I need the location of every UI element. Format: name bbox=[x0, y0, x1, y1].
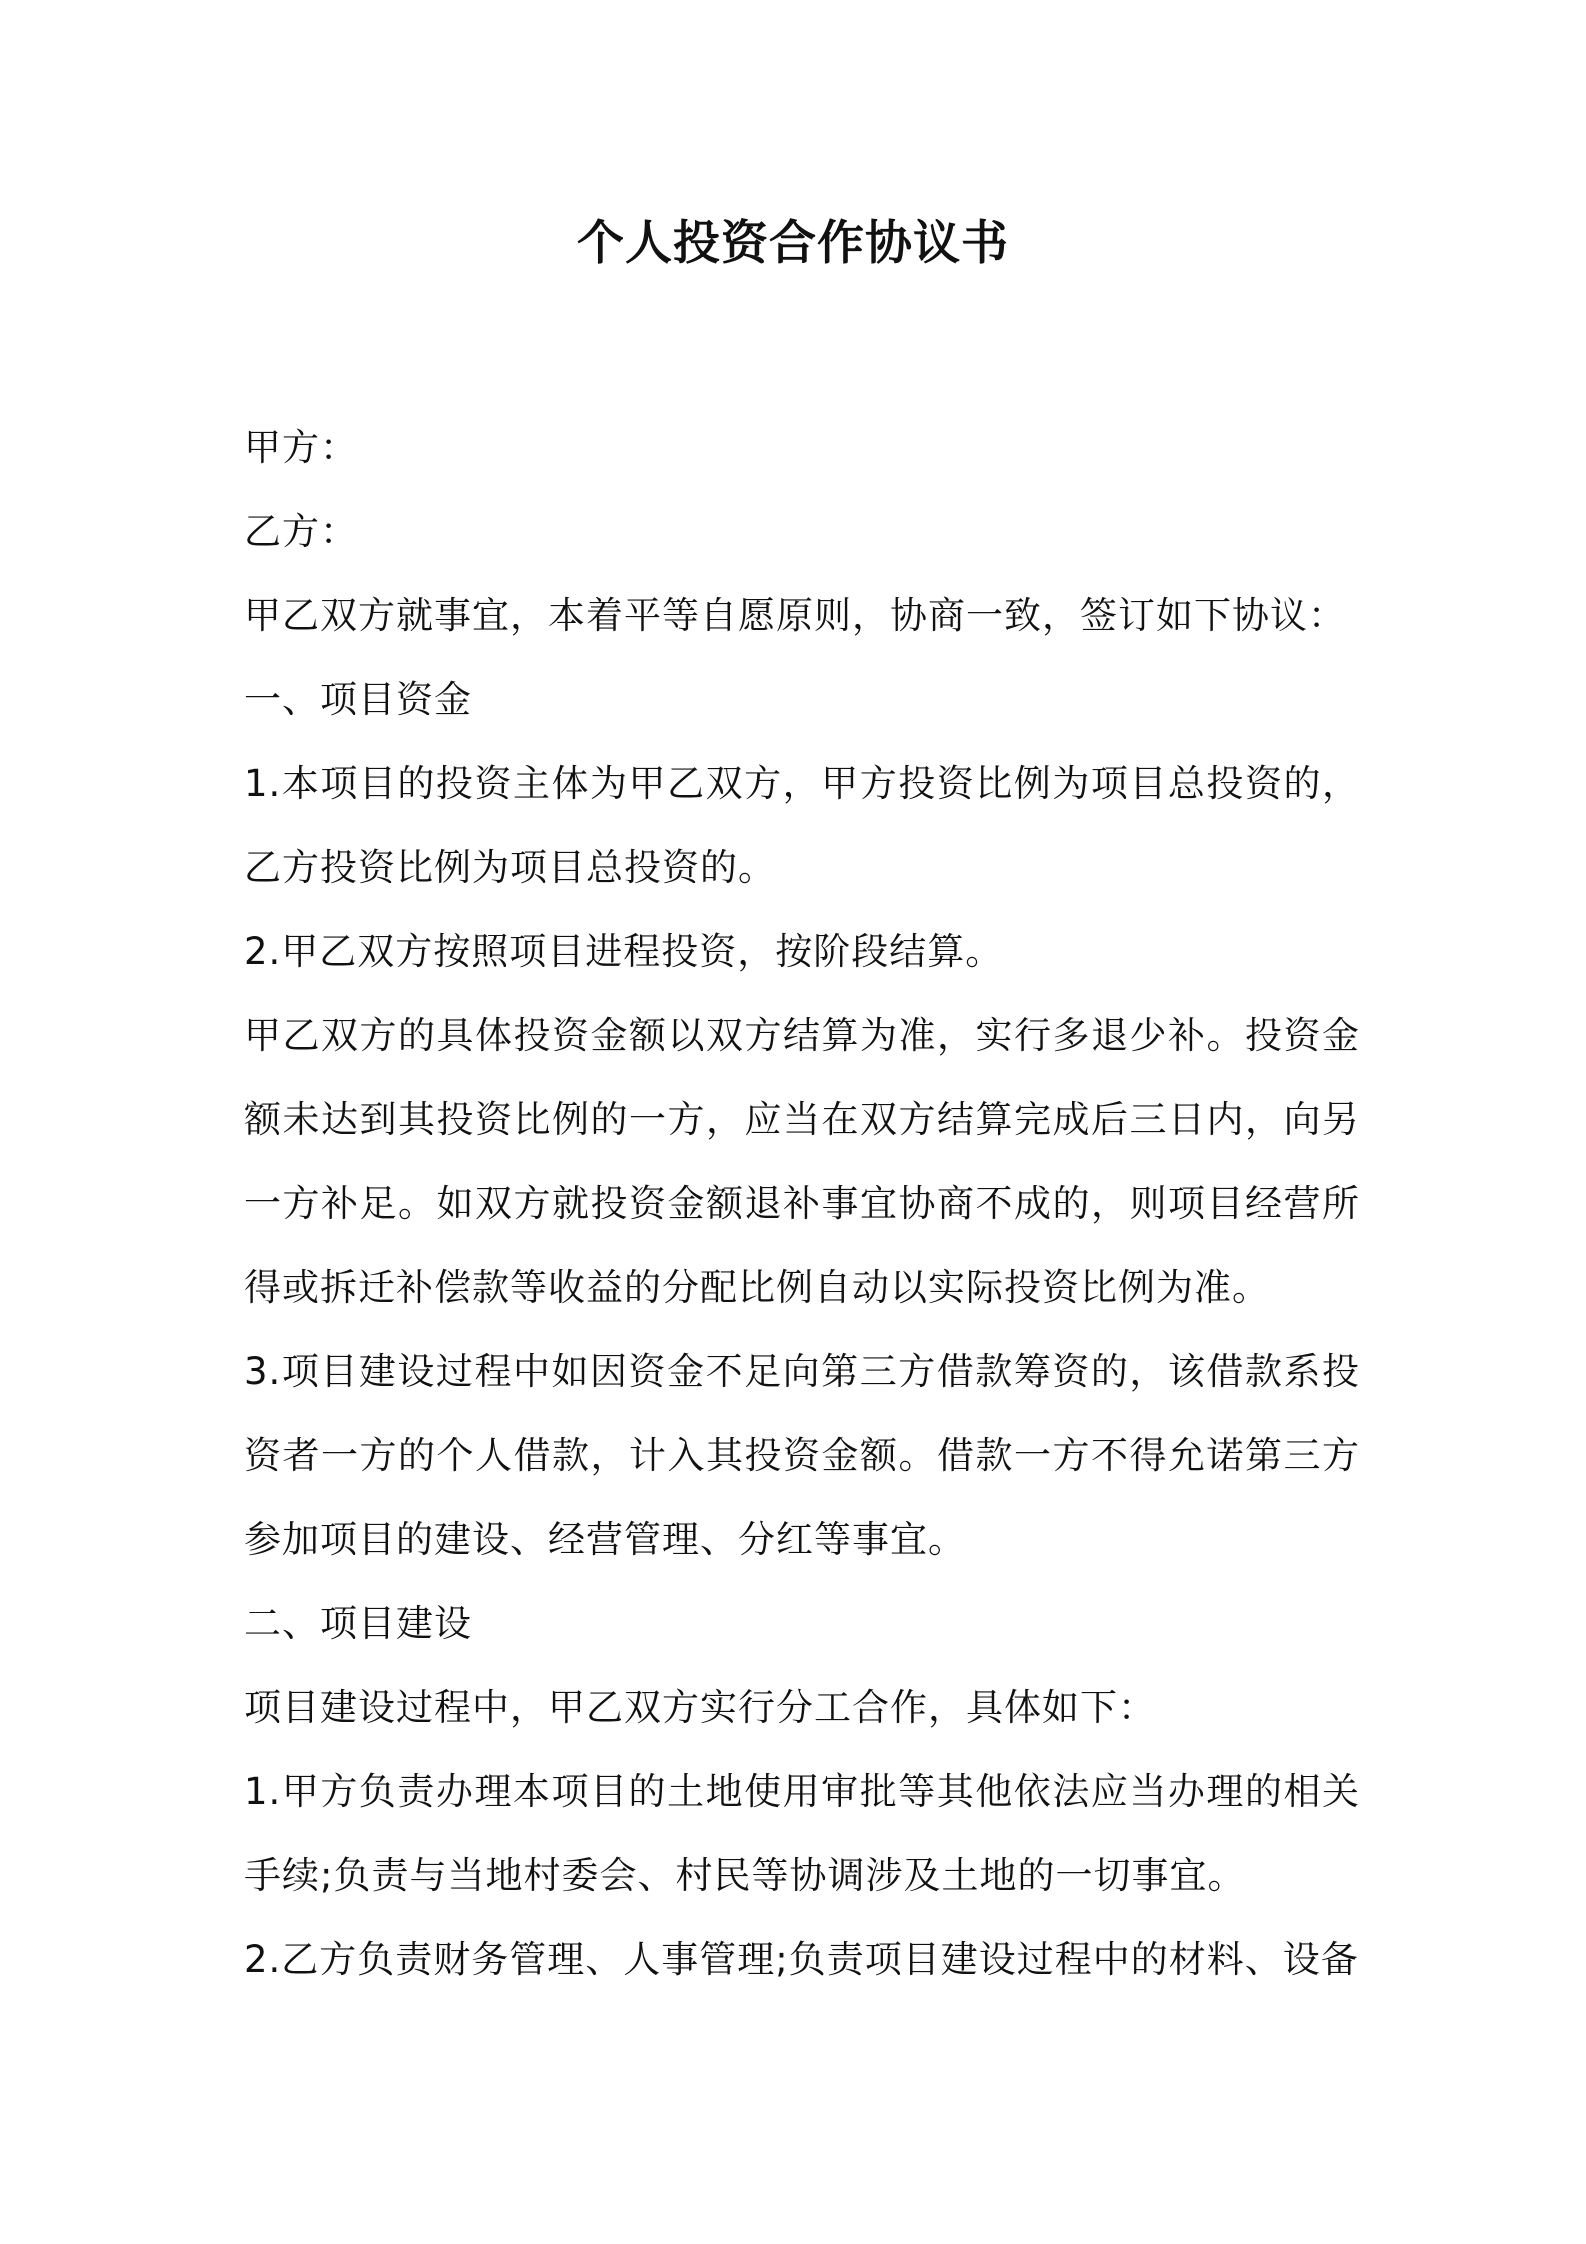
clause-2-2: 2.乙方负责财务管理、人事管理;负责项目建设过程中的材料、设备 bbox=[244, 1938, 1359, 1981]
section-heading-construction: 二、项目建设 bbox=[244, 1602, 472, 1645]
document-title: 个人投资合作协议书 bbox=[577, 216, 1009, 271]
clause-2-1: 1.甲方负责办理本项目的土地使用审批等其他依法应当办理的相关手续;负责与当地村委会、村民等协调涉及土地的一切事宜。 bbox=[244, 1770, 1360, 1897]
section-heading-funds: 一、项目资金 bbox=[244, 678, 472, 721]
party-a-line: 甲方： bbox=[244, 426, 358, 469]
clause-1-3: 3.项目建设过程中如因资金不足向第三方借款筹资的，该借款系投资者一方的个人借款，计入其投资金额。借款一方不得允诺第三方参加项目的建设、经营管理、分红等事宜。 bbox=[244, 1350, 1360, 1561]
clause-1-2-detail: 甲乙双方的具体投资金额以双方结算为准，实行多退少补。投资金额未达到其投资比例的一方，应当在双方结算完成后三日内，向另一方补足。如双方就投资金额退补事宜协商不成的，则项目经营所得或拆迁补偿款等收益的分配比例自动以实际投资比例为准。 bbox=[244, 1014, 1360, 1309]
document-body bbox=[244, 406, 1360, 2002]
clause-1-2: 2.甲乙双方按照项目进程投资，按阶段结算。 bbox=[244, 930, 1004, 973]
preamble: 甲乙双方就事宜，本着平等自愿原则，协商一致，签订如下协议： bbox=[244, 594, 1346, 637]
clause-1-1: 1.本项目的投资主体为甲乙双方，甲方投资比例为项目总投资的，乙方投资比例为项目总投资的。 bbox=[244, 762, 1360, 889]
section-2-intro: 项目建设过程中，甲乙双方实行分工合作，具体如下： bbox=[244, 1686, 1156, 1729]
party-b-line: 乙方： bbox=[244, 510, 358, 553]
